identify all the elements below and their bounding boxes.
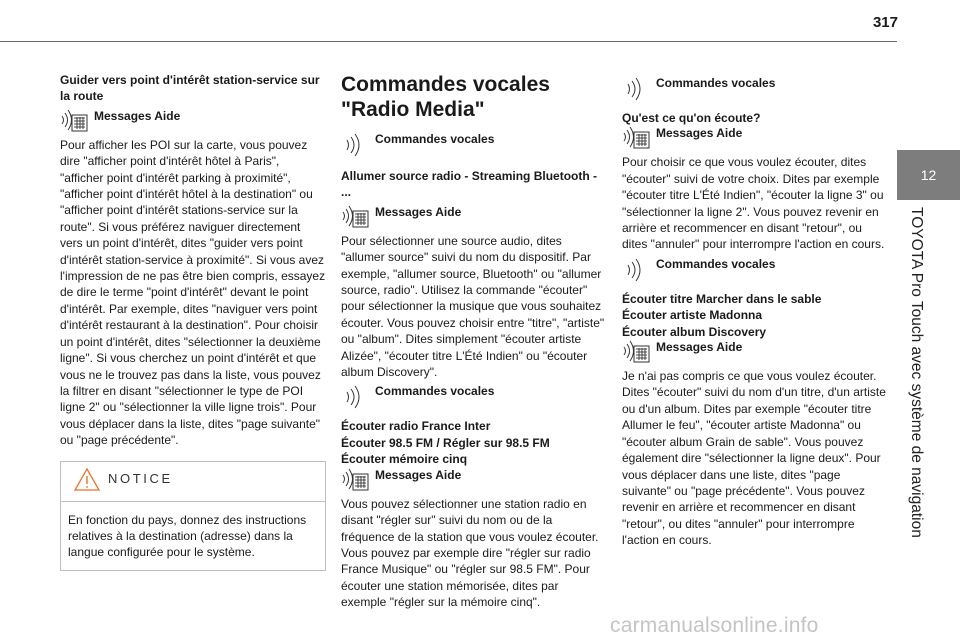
help-voice-icon [341, 466, 371, 494]
help-messages-row [622, 338, 886, 366]
poi-command-heading: Guider vers point d'intérêt station-service sur la route [60, 73, 320, 104]
warning-icon [74, 468, 100, 491]
side-title [905, 207, 925, 577]
poi-help-text: Pour afficher les POI sur la carte, vous pouvez dire "afficher point d'intérêt hôtel à Paris", "afficher point d'intérêt parking à proximité", "afficher point d'intérêt hôtel à la destination" ou "afficher point d'intérêt stations-service sur la route". Si vous préférez naviguer directement vers un point d'intérêt, dites "guider vers point d'intérêt station-service à proximité". Si vous avez l'impression de ne pas être bien compris, essayez de dire le terme "point d'intérêt" devant le point d'intérêt. Par exemple, dites "naviguer vers point d'intérêt restaurant à la destination". Pour choisir un point d'intérêt, dites "sélectionner la deuxième ligne". Si vous cherchez un point d'intérêt et que vous ne le trouvez pas dans la liste, vous pouvez la filtrer en disant "sélectionner le type de POI ligne 2" ou "sélectionner la ville ligne trois". Pour vous déplacer dans la liste, dites "page suivante" ou "page précédente". [60, 137, 326, 448]
section-title: Commandes vocales "Radio Media" [341, 73, 550, 121]
voice-command-text: Écouter radio France Inter [341, 419, 491, 434]
watermark: carmanualsonline.info [610, 614, 819, 637]
voice-command-text: Écouter titre Marcher dans le sable [622, 291, 822, 306]
voice-commands-row [341, 130, 607, 158]
help-voice-icon [60, 107, 90, 135]
chapter-number: 12 [920, 167, 937, 183]
help-messages-row [341, 466, 607, 494]
page-number: 317 [872, 14, 898, 31]
notice-box [60, 461, 326, 571]
help-voice-icon [622, 124, 652, 152]
voice-commands-row [622, 74, 886, 102]
voice-command-icon [622, 255, 652, 283]
help-messages-row [60, 107, 326, 135]
voice-command-text: Allumer source radio - Streaming Bluetooth - ... [341, 169, 598, 200]
help-messages-label: Messages Aide [656, 340, 743, 355]
notice-divider [61, 501, 325, 502]
voice-command-icon [341, 130, 371, 158]
voice-commands-row [622, 255, 886, 283]
help-messages-label: Messages Aide [375, 204, 462, 219]
help-messages-label: Messages Aide [375, 467, 462, 482]
voice-commands-label: Commandes vocales [656, 76, 776, 90]
voice-commands-label: Commandes vocales [375, 384, 495, 399]
column-middle [341, 72, 607, 611]
help-voice-icon [341, 203, 371, 231]
voice-command-text: Écouter album Discovery [622, 324, 767, 339]
header-rule [0, 41, 897, 42]
side-title-text: TOYOTA Pro Touch avec système de navigation [908, 207, 925, 538]
track-help-text: Je n'ai pas compris ce que vous voulez écouter. Dites "écouter" suivi du nom d'un titre, d'un artiste ou d'un album. Dites par exemple "écouter titre Allumer le feu", "écouter artiste Madonna" ou "écouter album Grain de sable". Vous pouvez également dire "sélectionner la ligne deux". Pour vous déplacer dans une liste, dites "page suivante" ou "page précédente". Vous pouvez revenir en arrière et recommencer en disant "retour", ou dites "annuler" pour interrompre l'action en cours. [622, 369, 886, 548]
help-voice-icon [622, 338, 652, 366]
help-messages-label: Messages Aide [656, 126, 743, 141]
source-help-text: Pour sélectionner une source audio, dites "allumer source" suivi du nom du dispositif. Par exemple, "allumer source, Bluetooth" ou "allumer source, radio". Utilisez la commande "écouter" pour sélectionner la musique que vous souhaitez écouter. Vous pouvez choisir entre "titre", "artiste" ou "album". Dites simplement "écouter artiste Alizée", "écouter titre L'Été Indien" ou "écouter album Discovery". [341, 233, 605, 380]
help-messages-row [622, 124, 886, 152]
voice-commands-row [341, 382, 607, 410]
help-messages-row [341, 203, 607, 231]
notice-text: En fonction du pays, donnez des instructions relatives à la destination (adresse) dans la langue configurée pour le système. [68, 512, 307, 560]
help-messages-label: Messages Aide [94, 108, 181, 123]
listen-help-text: Pour choisir ce que vous voulez écouter, dites "écouter" suivi de votre choix. Dites par exemple "écouter titre L'Été Indien", "écouter la ligne 3" ou "sélectionner la ligne 2". Vous pouvez revenir en arrière et recommencer en disant "retour", ou dites "annuler" pour interrompre l'action en cours. [622, 155, 885, 252]
voice-command-icon [622, 74, 652, 102]
radio-help-text: Vous pouvez sélectionner une station radio en disant "régler sur" suivi du nom ou de la fréquence de la station que vous voulez écouter. Vous pouvez par exemple dire "régler sur radio France Musique" ou "régler sur 98.5 FM". Pour écouter une station mémorisée, dites par exemple "régler sur la mémoire cinq". [341, 496, 599, 610]
voice-command-text: Écouter artiste Madonna [622, 308, 763, 323]
column-right [622, 74, 886, 549]
voice-command-icon [341, 382, 371, 410]
column-left [60, 72, 326, 571]
voice-command-text: Écouter mémoire cinq [341, 452, 468, 467]
voice-command-text: Qu'est ce qu'on écoute? [622, 111, 761, 125]
voice-commands-label: Commandes vocales [375, 132, 495, 146]
notice-title: NOTICE [108, 470, 173, 486]
voice-command-text: Écouter 98.5 FM / Régler sur 98.5 FM [341, 435, 550, 450]
voice-commands-label: Commandes vocales [656, 256, 776, 271]
chapter-tab[interactable] [897, 150, 960, 200]
